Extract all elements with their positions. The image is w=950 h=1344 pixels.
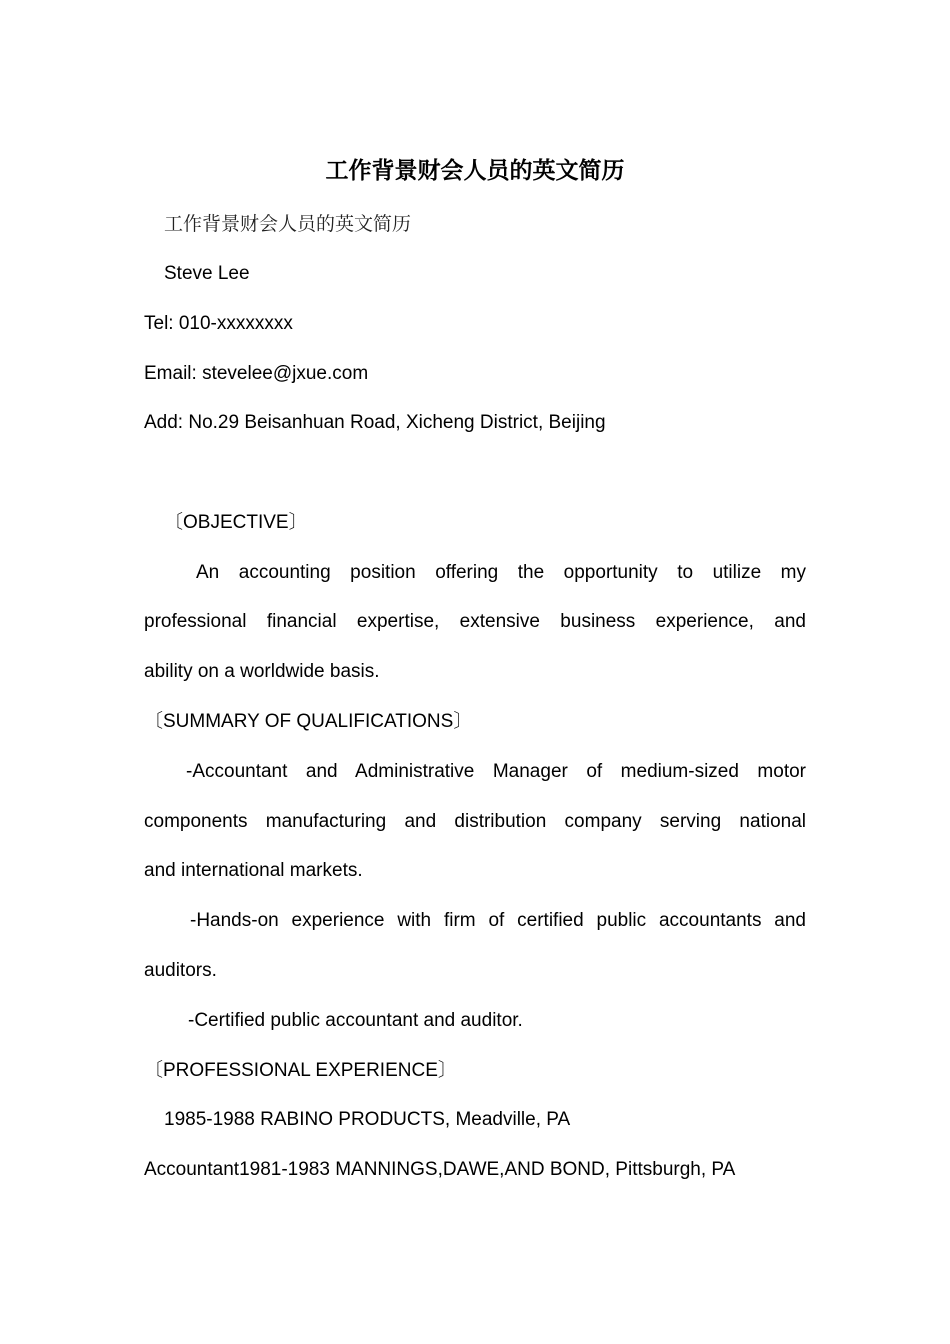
- contact-email: Email: stevelee@jxue.com: [144, 363, 369, 384]
- summary-line: -Accountant and Administrative Manager of medium-sized motor: [186, 761, 806, 782]
- experience-line: Accountant1981-1983 MANNINGS,DAWE,AND BOND, Pittsburgh, PA: [144, 1159, 736, 1180]
- summary-heading: 〔SUMMARY OF QUALIFICATIONS〕: [144, 711, 473, 732]
- contact-tel: Tel: 010-xxxxxxxx: [144, 313, 293, 334]
- objective-line: professional financial expertise, extensive business experience, and: [144, 611, 806, 632]
- experience-heading: 〔PROFESSIONAL EXPERIENCE〕: [144, 1060, 457, 1081]
- summary-line: -Certified public accountant and auditor.: [188, 1010, 523, 1031]
- document-subtitle: 工作背景财会人员的英文简历: [164, 213, 412, 235]
- summary-line: auditors.: [144, 960, 217, 981]
- document-title: 工作背景财会人员的英文简历: [325, 158, 625, 184]
- contact-address: Add: No.29 Beisanhuan Road, Xicheng District, Beijing: [144, 412, 606, 433]
- summary-line: components manufacturing and distribution company serving national: [144, 811, 806, 832]
- summary-line: and international markets.: [144, 860, 363, 881]
- objective-line: ability on a worldwide basis.: [144, 661, 380, 682]
- contact-name: Steve Lee: [164, 263, 250, 284]
- objective-line: An accounting position offering the opportunity to utilize my: [196, 562, 806, 583]
- experience-line: 1985-1988 RABINO PRODUCTS, Meadville, PA: [164, 1109, 571, 1130]
- objective-heading: 〔OBJECTIVE〕: [164, 512, 308, 533]
- summary-line: -Hands-on experience with firm of certified public accountants and: [190, 910, 806, 931]
